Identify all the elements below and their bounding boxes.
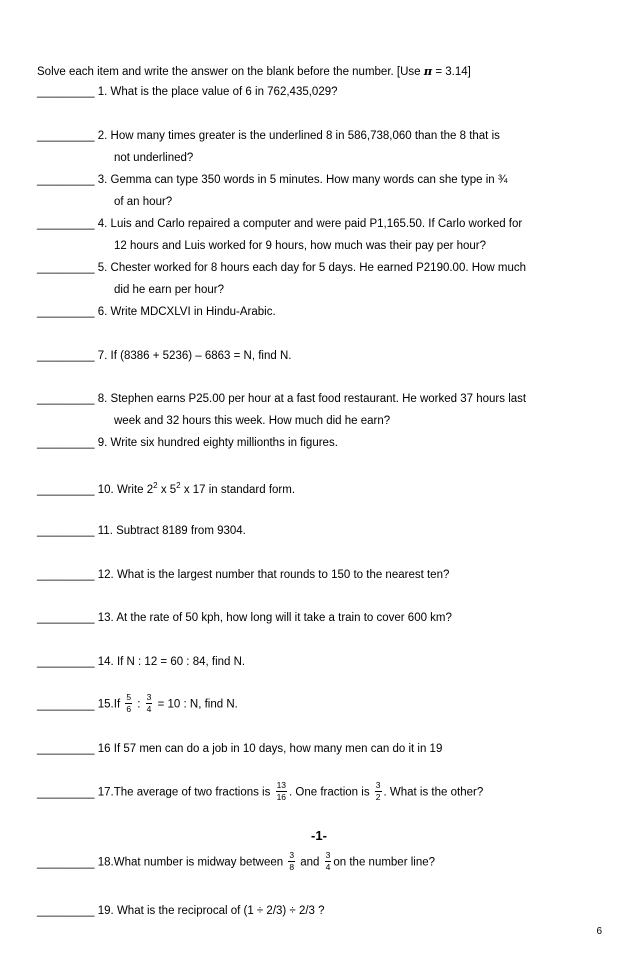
q18-text-b: and [297, 856, 323, 869]
fraction-3-2 [375, 780, 382, 803]
q18-text-c: on the number line? [333, 856, 436, 869]
question-8 [37, 393, 526, 405]
q17-text-a: 17.The average of two fractions is [97, 786, 274, 799]
answer-blank[interactable]: _________ [37, 218, 95, 230]
question-8-continuation: week and 32 hours this week. How much did he earn? [114, 415, 391, 427]
question-19 [37, 905, 325, 917]
question-4 [37, 218, 522, 230]
q10-exponent-1: 2 [153, 481, 158, 490]
question-2-continuation: not underlined? [114, 152, 194, 164]
question-3-continuation: of an hour? [114, 196, 173, 208]
question-14 [37, 656, 245, 668]
question-18 [37, 851, 435, 874]
question-4-continuation: 12 hours and Luis worked for 9 hours, how much was their pay per hour? [114, 240, 487, 252]
question-text: 16 If 57 men can do a job in 10 days, how many men can do it in 19 [97, 743, 443, 755]
page-number: 6 [596, 926, 602, 937]
question-5 [37, 262, 526, 274]
question-text: 14. If N : 12 = 60 : 84, find N. [97, 656, 246, 668]
question-16 [37, 743, 442, 755]
question-text: 2. How many times greater is the underlined 8 in 586,738,060 than the 8 that is [97, 130, 500, 142]
answer-blank[interactable]: _________ [37, 262, 95, 274]
question-6 [37, 306, 276, 318]
question-1 [37, 86, 338, 98]
q17-text-b: . One fraction is [289, 786, 373, 799]
q10-exponent-2: 2 [176, 481, 181, 490]
answer-blank[interactable]: _________ [37, 743, 95, 755]
denominator: 8 [289, 862, 295, 872]
answer-blank[interactable]: _________ [37, 786, 95, 799]
answer-blank[interactable]: _________ [37, 306, 95, 318]
q15-colon: : [134, 698, 144, 711]
answer-blank[interactable]: _________ [37, 437, 95, 449]
question-3 [37, 174, 508, 186]
denominator: 2 [375, 792, 381, 802]
answer-blank[interactable]: _________ [37, 130, 95, 142]
question-text: 7. If (8386 + 5236) – 6863 = N, find N. [97, 350, 292, 362]
answer-blank[interactable]: _________ [37, 393, 95, 405]
denominator: 4 [325, 862, 331, 872]
question-17 [37, 781, 483, 804]
fraction-13-16 [276, 780, 287, 803]
q10-text-c: x 17 in standard form. [180, 483, 296, 496]
answer-blank[interactable]: _________ [37, 174, 95, 186]
question-2 [37, 130, 500, 142]
question-text: 13. At the rate of 50 kph, how long will it take a train to cover 600 km? [97, 612, 452, 624]
question-text: 11. Subtract 8189 from 9304. [97, 525, 246, 537]
numerator: 5 [126, 692, 132, 702]
denominator: 16 [276, 792, 287, 802]
answer-blank[interactable]: _________ [37, 350, 95, 362]
answer-blank[interactable]: _________ [37, 856, 95, 869]
pi-symbol: π [423, 64, 433, 78]
question-9 [37, 437, 338, 449]
numerator: 3 [289, 850, 295, 860]
question-7 [37, 350, 291, 362]
question-text: 19. What is the reciprocal of (1 ÷ 2/3) ÷ 2/3 ? [97, 905, 325, 917]
answer-blank[interactable]: _________ [37, 612, 95, 624]
question-text: 8. Stephen earns P25.00 per hour at a fast food restaurant. He worked 37 hours last [97, 393, 527, 405]
question-12 [37, 569, 449, 581]
question-text: 12. What is the largest number that rounds to 150 to the nearest ten? [97, 569, 450, 581]
fraction-3-4 [325, 850, 332, 873]
question-text: 1. What is the place value of 6 in 762,435,029? [97, 86, 338, 98]
numerator: 3 [375, 780, 381, 790]
instructions-text: Solve each item and write the answer on the blank before the number. [Use [37, 66, 424, 78]
question-text: 4. Luis and Carlo repaired a computer and were paid P1,165.50. If Carlo worked for [97, 218, 523, 230]
question-text: 6. Write MDCXLVI in Hindu-Arabic. [97, 306, 276, 318]
question-15 [37, 693, 238, 716]
answer-blank[interactable]: _________ [37, 86, 95, 98]
numerator: 13 [276, 780, 287, 790]
numerator: 3 [146, 692, 152, 702]
question-text: 5. Chester worked for 8 hours each day for 5 days. He earned P2190.00. How much [97, 262, 527, 274]
q17-text-c: . What is the other? [383, 786, 484, 799]
q15-text-b: = 10 : N, find N. [154, 698, 238, 711]
numerator: 3 [325, 850, 331, 860]
q18-text-a: 18.What number is midway between [97, 856, 287, 869]
answer-blank[interactable]: _________ [37, 569, 95, 581]
denominator: 4 [146, 704, 152, 714]
fraction-5-6 [125, 692, 132, 715]
q10-text-b: x 5 [157, 483, 177, 496]
question-11 [37, 525, 246, 537]
instructions-text-end: = 3.14] [432, 66, 471, 78]
question-5-continuation: did he earn per hour? [114, 284, 224, 296]
answer-blank[interactable]: _________ [37, 698, 95, 711]
question-text: 3. Gemma can type 350 words in 5 minutes. How many words can she type in ¾ [97, 174, 508, 186]
q15-text-a: 15.If [97, 698, 124, 711]
page-marker: -1- [311, 828, 327, 843]
question-13 [37, 612, 452, 624]
fraction-3-8 [288, 850, 295, 873]
answer-blank[interactable]: _________ [37, 905, 95, 917]
answer-blank[interactable]: _________ [37, 525, 95, 537]
question-text: 9. Write six hundred eighty millionths in figures. [97, 437, 338, 449]
question-10 [37, 481, 295, 496]
fraction-3-4 [146, 692, 153, 715]
instructions [37, 64, 471, 78]
denominator: 6 [126, 704, 132, 714]
q10-text-a: 10. Write 2 [97, 483, 154, 496]
answer-blank[interactable]: _________ [37, 483, 95, 496]
answer-blank[interactable]: _________ [37, 656, 95, 668]
